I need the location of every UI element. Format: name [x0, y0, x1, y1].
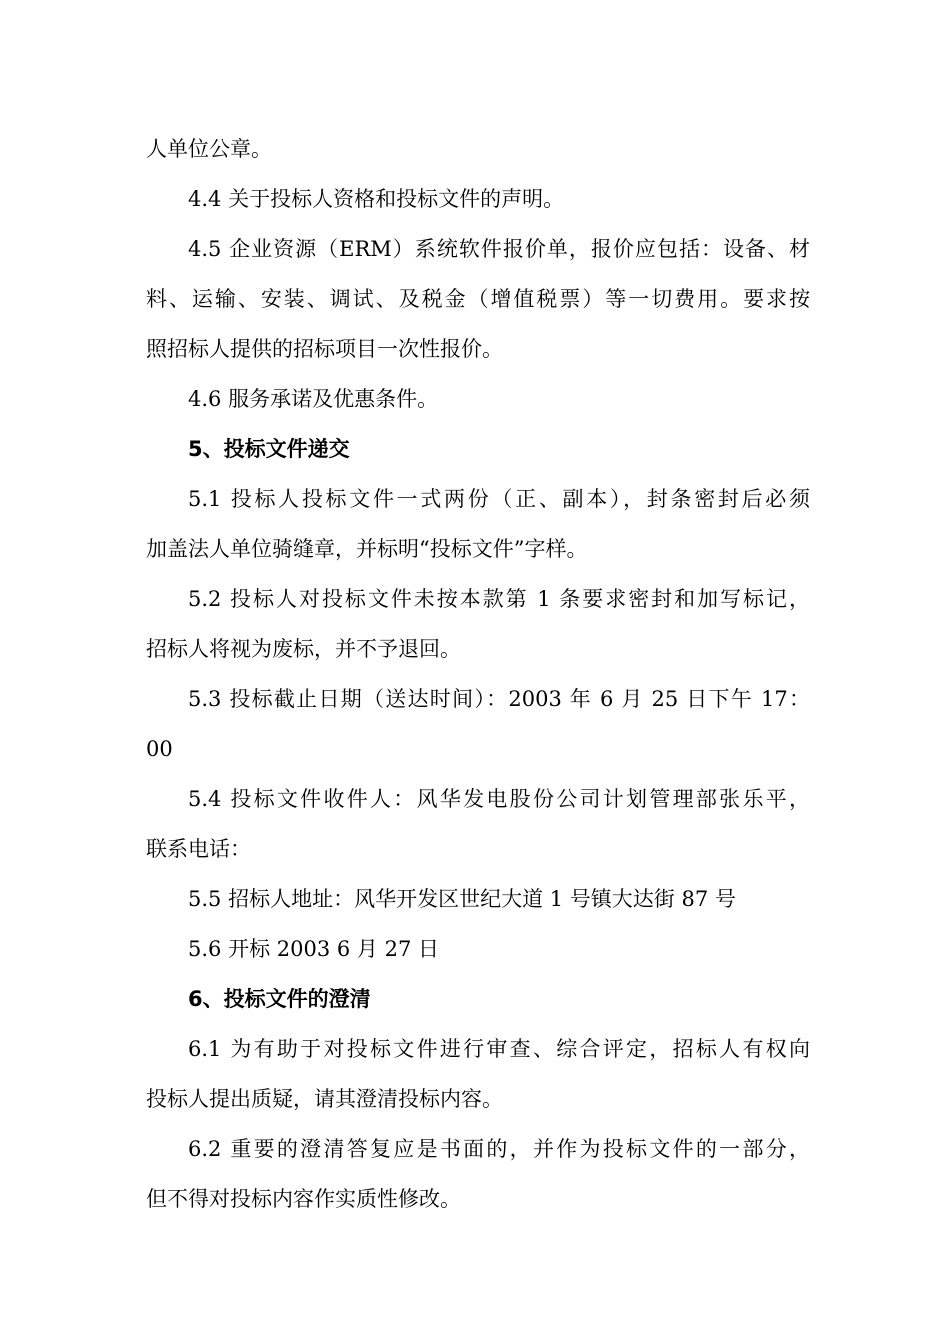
text-line: 联系电话：	[146, 837, 251, 861]
text-line: 5.4 投标文件收件人：风华发电股份公司计划管理部张乐平，	[188, 787, 810, 811]
text-line: 00	[146, 737, 173, 761]
text-line: 人单位公章。	[146, 137, 272, 161]
section-heading: 6、投标文件的澄清	[188, 987, 371, 1011]
document-page	[146, 124, 810, 1224]
text-line: 4.6 服务承诺及优惠条件。	[188, 387, 439, 411]
text-line: 6.2 重要的澄清答复应是书面的，并作为投标文件的一部分，	[188, 1137, 810, 1161]
text-line: 但不得对投标内容作实质性修改。	[146, 1187, 461, 1211]
text-line: 5.2 投标人对投标文件未按本款第 1 条要求密封和加写标记，	[188, 587, 810, 611]
text-line: 5.1 投标人投标文件一式两份（正、副本），封条密封后必须	[188, 487, 810, 511]
text-line: 加盖法人单位骑缝章，并标明“投标文件”字样。	[146, 537, 588, 561]
section-heading: 5、投标文件递交	[188, 437, 350, 461]
text-line: 5.5 招标人地址：风华开发区世纪大道 1 号镇大达街 87 号	[188, 887, 736, 911]
text-line: 5.6 开标 2003 6 月 27 日	[188, 937, 439, 961]
text-line: 6.1 为有助于对投标文件进行审查、综合评定，招标人有权向	[188, 1037, 810, 1061]
text-line: 5.3 投标截止日期（送达时间）：2003 年 6 月 25 日下午 17：	[188, 687, 810, 711]
text-line: 4.5 企业资源（ERM）系统软件报价单，报价应包括：设备、材	[188, 237, 810, 261]
text-line: 照招标人提供的招标项目一次性报价。	[146, 337, 503, 361]
text-line: 投标人提出质疑，请其澄清投标内容。	[146, 1087, 503, 1111]
text-line: 4.4 关于投标人资格和投标文件的声明。	[188, 187, 565, 211]
text-line: 招标人将视为废标，并不予退回。	[146, 637, 461, 661]
text-line: 料、运输、安装、调试、及税金（增值税票）等一切费用。要求按	[146, 287, 810, 311]
